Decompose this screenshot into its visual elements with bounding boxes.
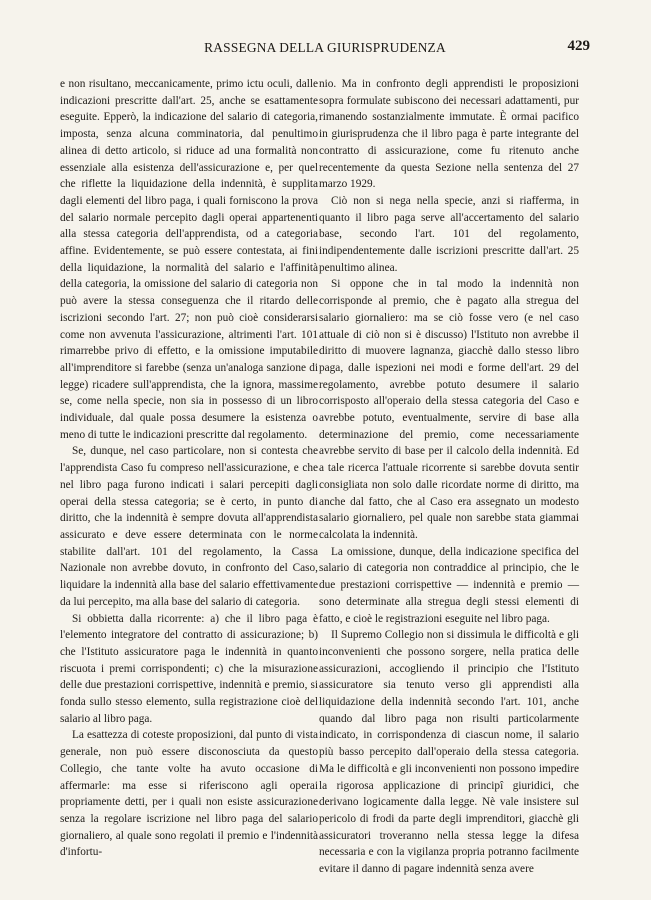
left-column — [60, 76, 318, 861]
paragraph: e non risultano, meccanicamente, primo ictu oculi, dalle indicazioni prescritte dall'art. 25, anche se esattamente eseguite. Epperò, la indicazione del salario di categoria, imposta, senza alcuna comminatoria, dal penultimo alinea di detto articolo, si riduce ad una formalità non essenziale alla esistenza dell'assicurazione e, per quel che riflette la liquidazione della indennità, è supplita dagli elementi del libro paga, i quali forniscono la prova del salario normale percepito dagli operai appartenenti alla stessa categoria dell'apprendista, od a categoria affine. Evidentemente, se può essere contestata, ai fini della liquidazione, la normalità del salario e l'affinità della categoria, la omissione del salario di categoria non può avere la stessa conseguenza che il ritardo delle iscrizioni secondo l'art. 27; non può cioè considerarsi come non avvenuta l'assicurazione, altrimenti l'art. 101 rimarrebbe privo di effetto, e la omissione imputabile all'imprenditore si farebbe (senza un'analoga sanzione di legge) ricadere sull'apprendista, che la ignora, massime se, come nella specie, non sia in possesso di un libro individuale, dal quale possa desumere la esistenza o meno di tutte le indicazioni prescritte dal regolamento. — [60, 78, 318, 441]
paragraph: Ciò non si nega nella specie, anzi si riafferma, in quanto il libro paga serve all'accertamento del salario base, secondo l'art. 101 del regolamento, indipendentemente dalle iscrizioni prescritte dall'art. 25 penultimo alinea. — [319, 194, 579, 274]
paragraph: La esattezza di coteste proposizioni, dal punto di vista generale, non può essere disconosciuta da questo Collegio, che tante volte ha avuto occasione di affermarle: ma esse si riferiscono agli operai propriamente detti, per i quali non esiste assicurazione senza la regolare iscrizione nel libro paga del salario giornaliero, al quale sono regolati il premio e l'indennità d'infortu- — [60, 729, 318, 859]
right-column — [319, 76, 579, 878]
paragraph: nio. Ma in confronto degli apprendisti le proposizioni sopra formulate subiscono dei necessari adattamenti, pur rimanendo sostanzialmente immutate. È ormai pacifico in giurisprudenza che il libro paga è parte integrante del contratto di assicurazione, come fu ritenuto anche recentemente da questa Sezione nella sentenza del 27 marzo 1929. — [319, 78, 579, 191]
running-header — [60, 38, 590, 58]
running-title: RASSEGNA DELLA GIURISPRUDENZA — [204, 40, 446, 55]
paragraph: Se, dunque, nel caso particolare, non si contesta che l'apprendista Caso fu compreso nell'assicurazione, e che nel libro paga furono indicati i salari percepiti dagli operai della stessa categoria; se è certo, in punto di diritto, che la indennità è sempre dovuta all'apprendista assicurato e deve essere determinata con le norme stabilite dall'art. 101 del regolamento, la Cassa Nazionale non avrebbe dovuto, in confronto del Caso, liquidare la indennità alla base del salario effettivamente da lui percepito, ma alla base del salario di categoria. — [60, 445, 318, 608]
page-number: 429 — [567, 38, 590, 54]
paragraph: Si oppone che in tal modo la indennità non corrisponde al premio, che è pagato alla stregua del salario giornaliero: ma se ciò fosse vero (e nel caso attuale di ciò non si è discusso) l'Istituto non avrebbe il diritto di muovere lagnanza, giacchè dallo stesso libro paga, dalle ispezioni nei modi e forme dell'art. 29 del regolamento, avrebbe potuto desumere il salario corrisposto all'operaio della stessa categoria del Caso e avrebbe potuto, eventualmente, servire di base alla determinazione del premio, come necessariamente avrebbe servito di base per il calcolo della indennità. Ed a tale ricerca l'attuale ricorrente si sarebbe dovuta sentir consigliata non solo dalle ricordate norme di diritto, ma anche dal fatto, che al Caso era assegnato un modesto salario giornaliero, pel quale non sarebbe stata giammai calcolata la indennità. — [319, 278, 579, 541]
paragraph: Si obbietta dalla ricorrente: a) che il libro paga è l'elemento integratore del contratto di assicurazione; b) che l'Istituto assicuratore paga le indennità in quanto riscuota i premi corrispondenti; c) che la misurazione delle due prestazioni corrispettive, indennità e premio, si fonda sullo stesso elemento, sulla registrazione cioè del salario al libro paga. — [60, 612, 318, 725]
paragraph: Il Supremo Collegio non si dissimula le difficoltà e gli inconvenienti che possono sorgere, nella pratica delle assicurazioni, accogliendo il principio che l'Istituto assicuratore sia tenuto verso gli apprendisti alla liquidazione della indennità secondo l'art. 101, anche quando dal libro paga non risulti particolarmente indicato, in corrispondenza di ciascun nome, il salario più basso percepito dall'operaio della stessa categoria. Ma le difficoltà e gli inconvenienti non possono impedire la rigorosa applicazione di principî giuridici, che derivano logicamente dalla legge. Nè vale insistere sul pericolo di frodi da parte degli imprenditori, giacchè gli assicuratori troveranno nella stessa legge la difesa necessaria e con la vigilanza propria potranno facilmente evitare il danno di pagare indennità senza avere — [319, 629, 579, 876]
paragraph: La omissione, dunque, della indicazione specifica del salario di categoria non contraddice al principio, che le due prestazioni corrispettive — indennità e premio — sono determinate alla stregua degli stessi elementi di fatto, e cioè le registrazioni eseguite nel libro paga. — [319, 545, 579, 625]
